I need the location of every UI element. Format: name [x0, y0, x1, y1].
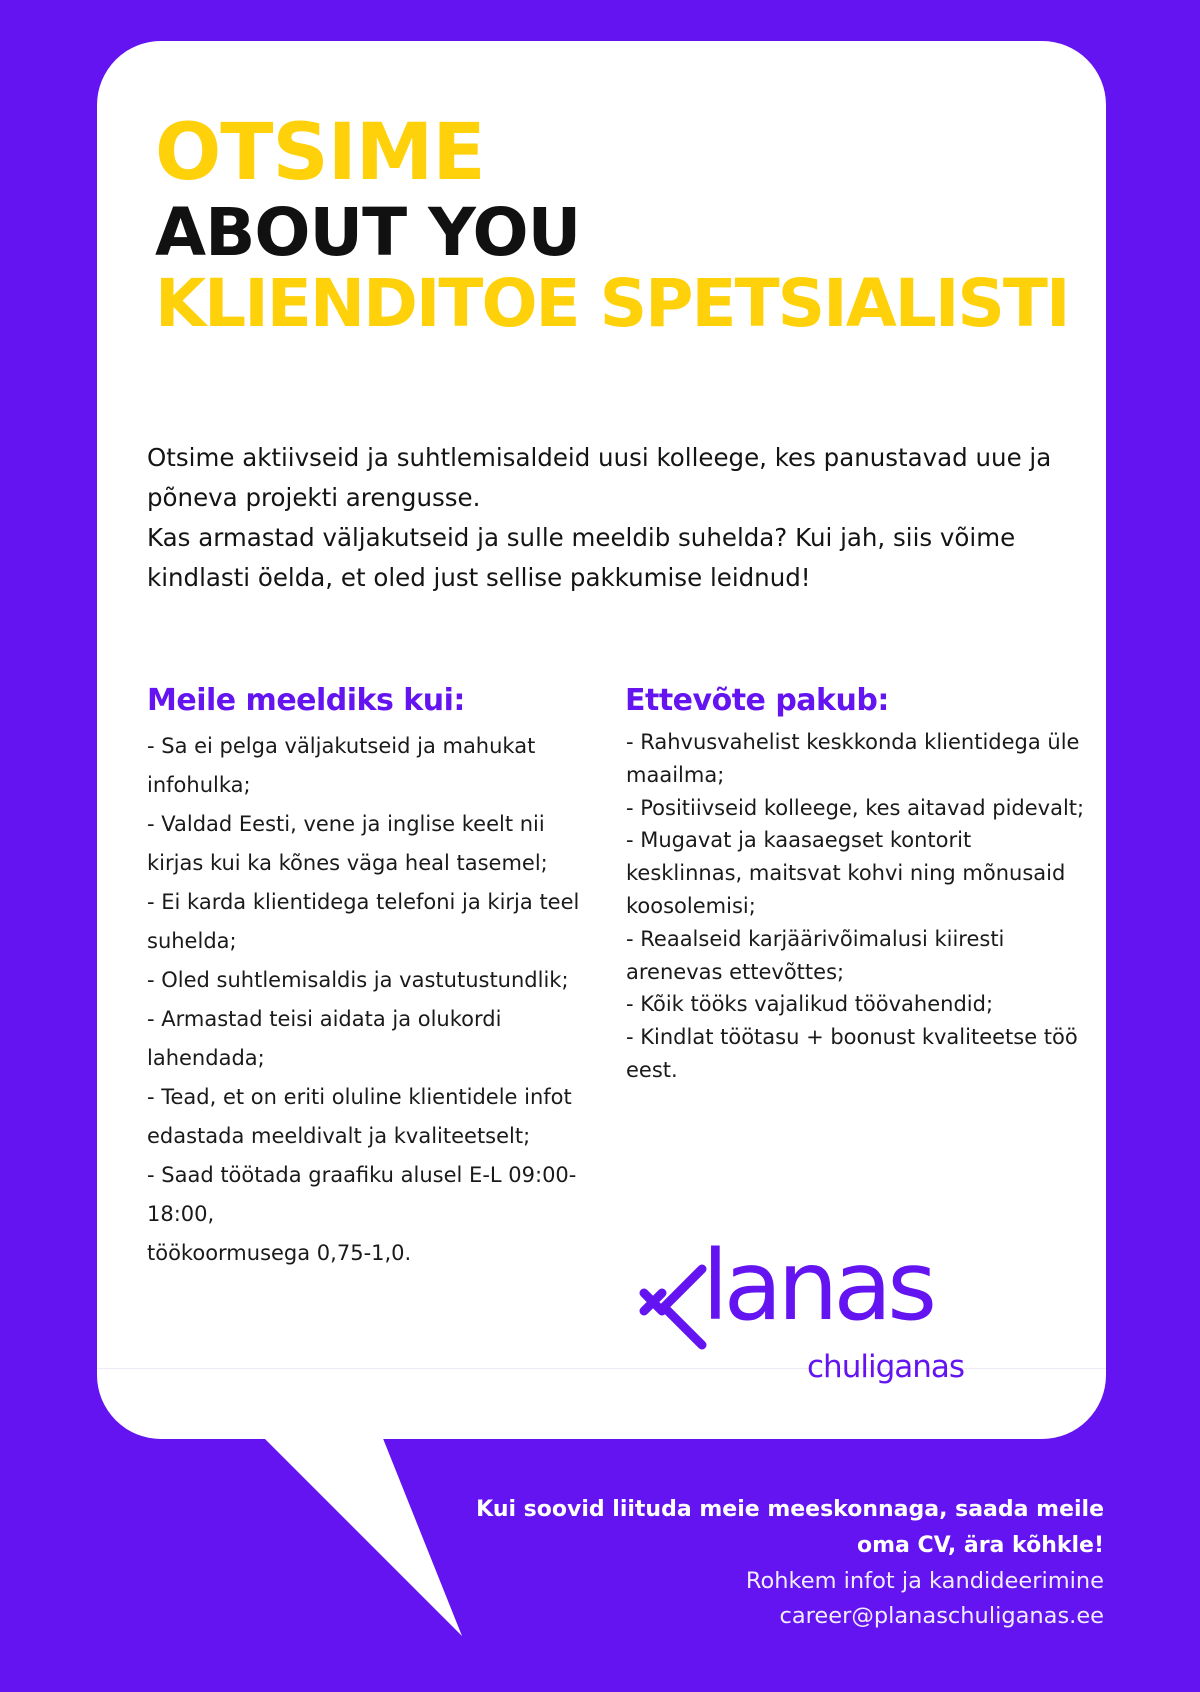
list-item: - Tead, et on eriti oluline klientidele infot edastada meeldivalt ja kvaliteetselt; [147, 1085, 572, 1148]
footer-contact [404, 1492, 1104, 1634]
list-item: - Mugavat ja kaasaegset kontorit kesklinnas, maitsvat kohvi ning mõnusaid koosolemisi; [626, 828, 1066, 918]
requirements-title: Meile meeldiks kui: [147, 683, 465, 718]
list-item: - Ei karda klientidega telefoni ja kirja teel suhelda; [147, 890, 580, 953]
list-item: - Armastad teisi aidata ja olukordi lahendada; [147, 1007, 502, 1070]
list-item: - Sa ei pelga väljakutseid ja mahukat infohulka; [147, 734, 536, 797]
intro-text [147, 438, 1077, 598]
headline-job-title: KLIENDITOE SPETSIALISTI [155, 265, 1069, 342]
list-item: - Saad töötada graafiku alusel E-L 09:00- 18:00, [147, 1163, 577, 1226]
planas-chuliganas-logo [632, 1230, 972, 1385]
list-item: - Positiivseid kolleege, kes aitavad pidevalt; [626, 795, 1085, 820]
list-item: - Kindlat töötasu + boonust kvaliteetse töö eest. [626, 1025, 1078, 1082]
headline-otsime: OTSIME [155, 108, 485, 198]
intro-paragraph-2: Kas armastad väljakutseid ja sulle meeldib suhelda? Kui jah, siis võime kindlasti öelda, et oled just sellise pakkumise leidnud! [147, 523, 1016, 592]
list-item: - Oled suhtlemisaldis ja vastutustundlik; [147, 968, 569, 992]
list-item: - Reaalseid karjäärivõimalusi kiiresti arenevas ettevõttes; [626, 926, 1005, 984]
footer-info-line: Rohkem infot ja kandideerimine [745, 1568, 1104, 1594]
requirements-list [147, 727, 587, 1273]
footer-cta-line-1: Kui soovid liituda meie meeskonnaga, saada meile [476, 1497, 1104, 1522]
headline-about-you: ABOUT YOU [155, 194, 581, 271]
list-item: - Rahvusvahelist keskkonda klientidega üle maailma; [626, 730, 1080, 787]
footer-cta-line-2: oma CV, ära kõhkle! [856, 1533, 1104, 1558]
list-item: - Kõik tööks vajalikud töövahendid; [626, 992, 994, 1017]
offer-list [626, 726, 1086, 1087]
logo-subtitle: chuliganas [807, 1349, 965, 1385]
list-item: - Valdad Eesti, vene ja inglise keelt nii kirjas kui ka kõnes väga heal tasemel; [147, 812, 548, 875]
list-item: töökoormusega 0,75-1,0. [147, 1241, 412, 1265]
offer-title: Ettevõte pakub: [625, 683, 889, 718]
intro-paragraph-1: Otsime aktiivseid ja suhtlemisaldeid uusi kolleege, kes panustavad uue ja põneva projekti arengusse. [147, 443, 1052, 512]
logo-wordmark: lanas [702, 1230, 933, 1342]
footer-email-link[interactable]: career@planaschuliganas.ee [779, 1603, 1104, 1629]
